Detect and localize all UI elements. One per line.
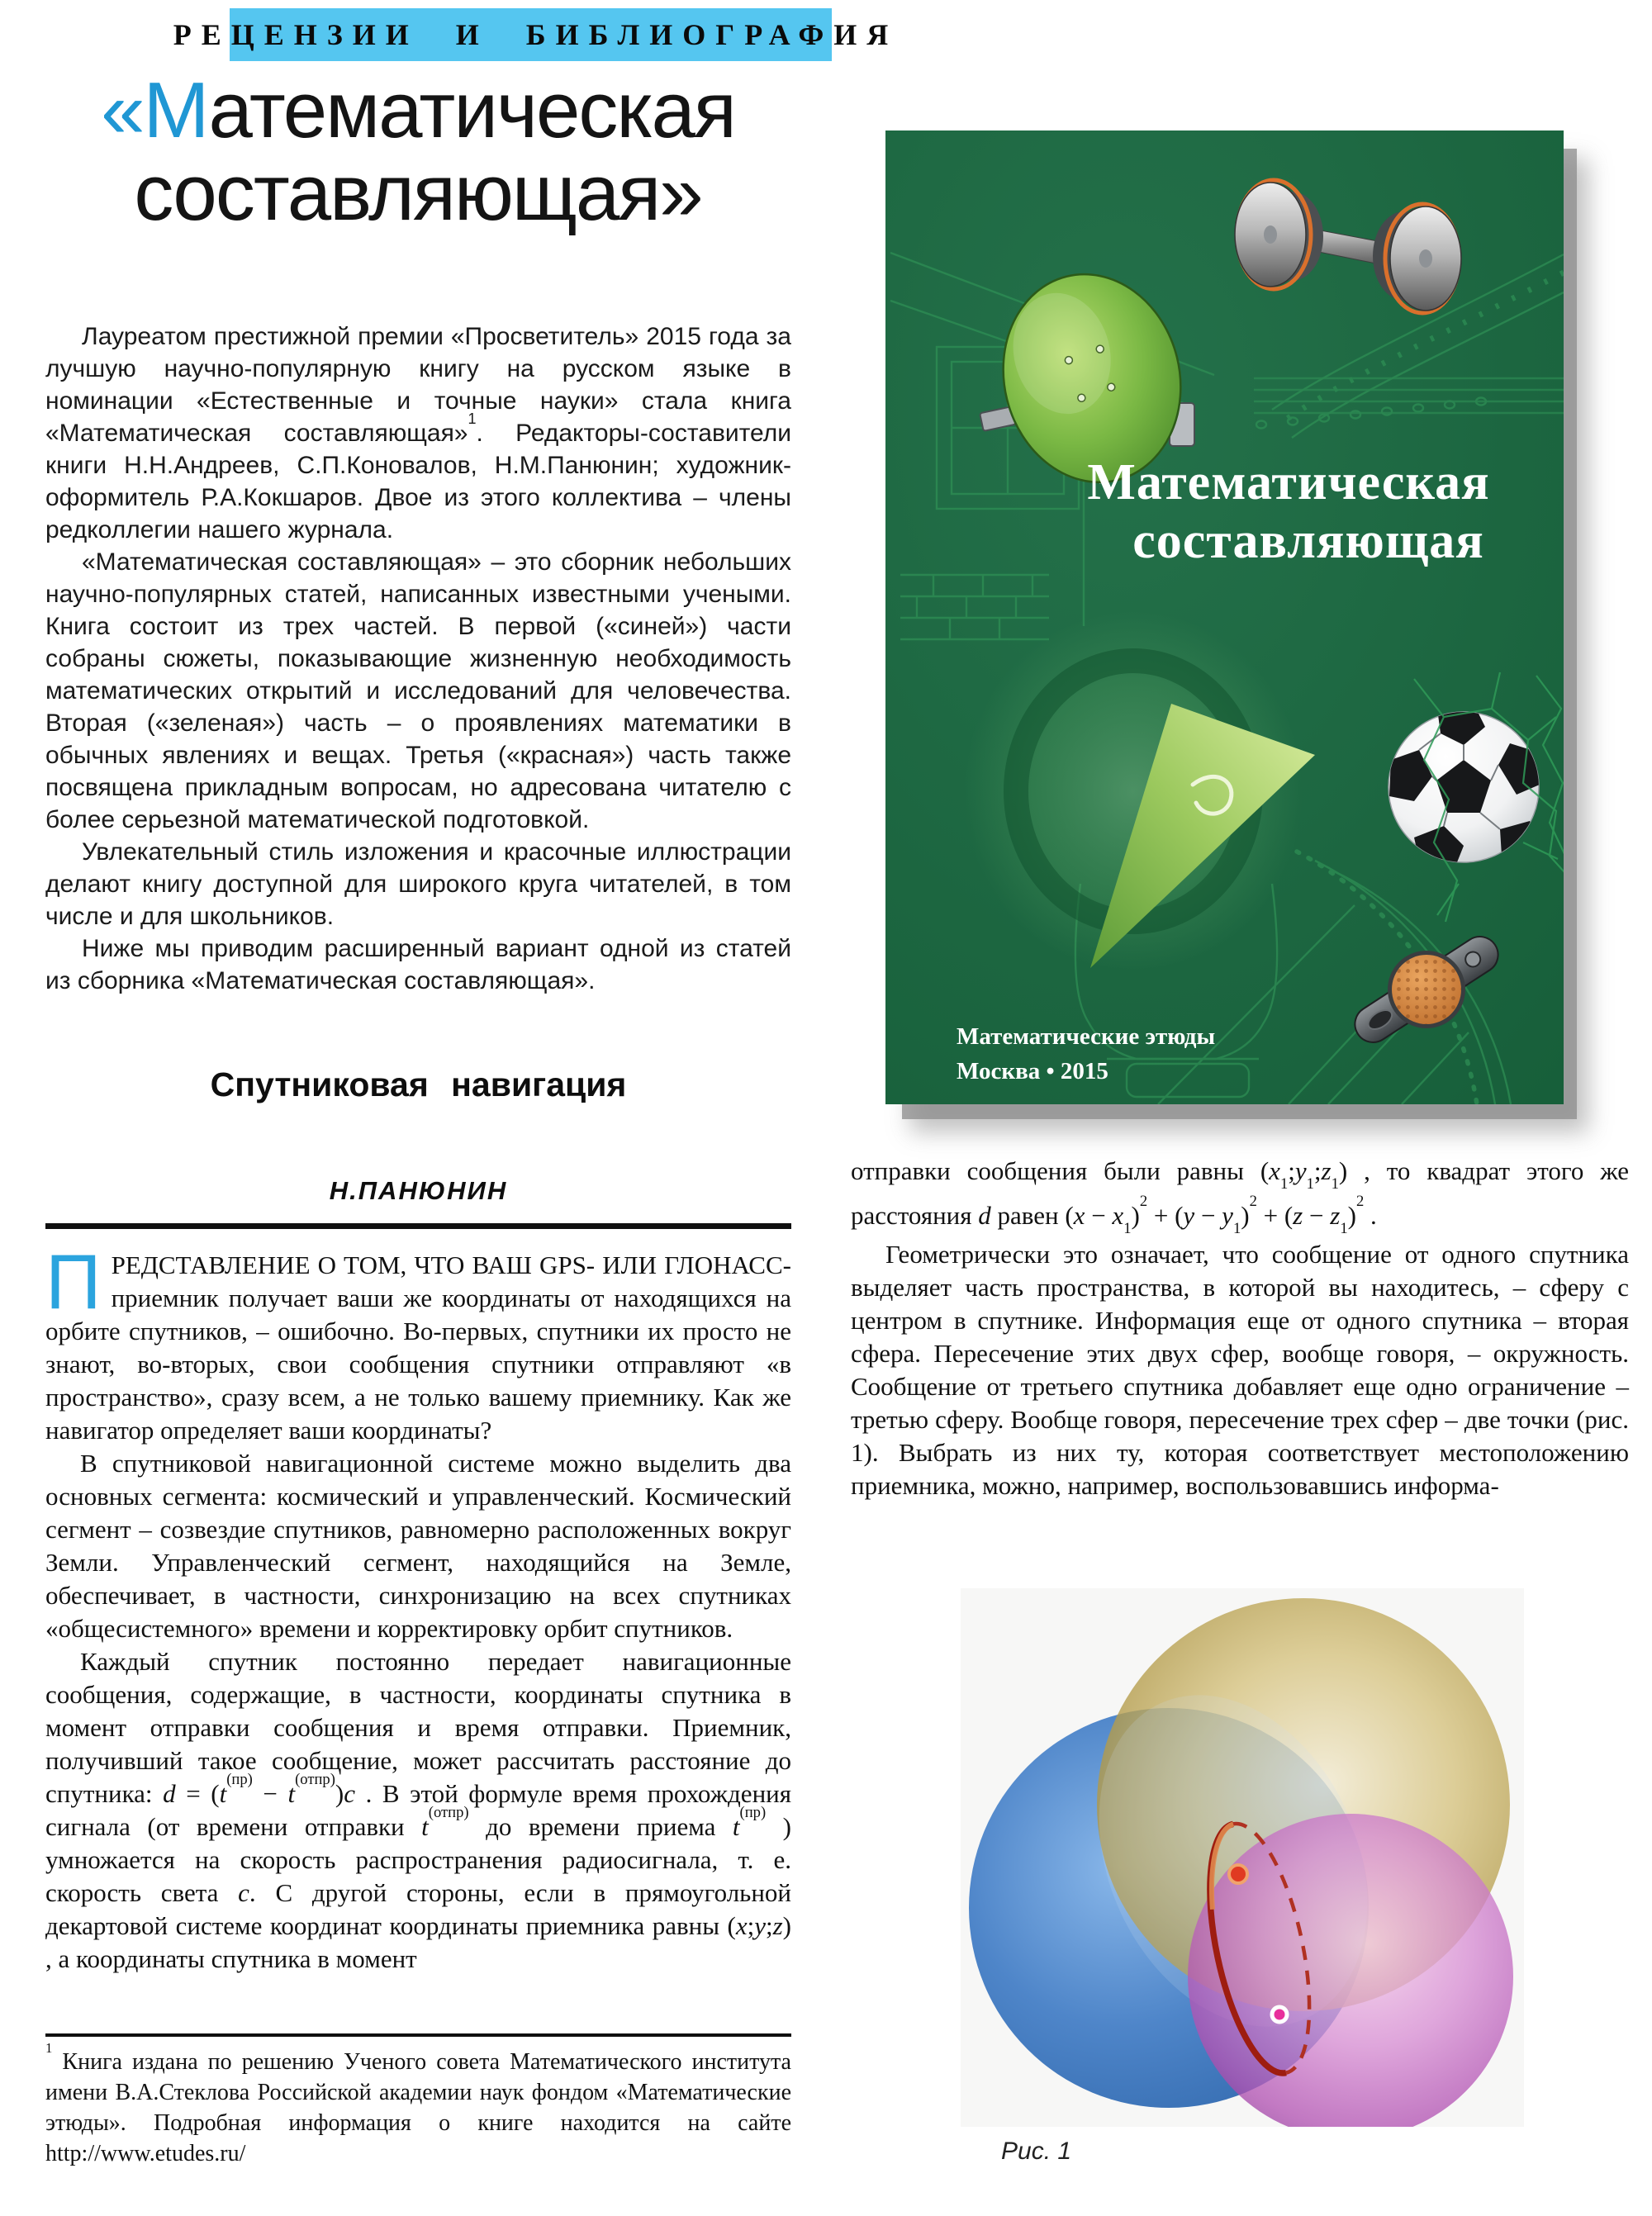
- footnote: $^1$ Книга издана по решению Ученого совета Математического института имени В.А.Стеклова Российской академии наук фондом «Математические этюды». Подробная информация о книге находится на сайте http://www.etudes.ru/: [45, 2040, 791, 2166]
- page-title-line2: составляющая»: [134, 149, 702, 237]
- magenta-sphere: [1188, 1814, 1513, 2127]
- intro-text: [45, 320, 791, 997]
- intro-paragraph: «Математическая составляющая» – это сборник небольших научно-популярных статей, написанных известными учеными. Книга состоит из трех частей. В первой («синей») части собраны сюжеты, показывающие жизненную необходимость математических открытий и исследований для человечества. Вторая («зеленая») часть – о проявлениях математики в обычных явлениях и вещах. Третья («красная») часть также посвящена прикладным вопросам, но адресована читателю с более серьезной математической подготовкой.: [45, 548, 791, 833]
- section-banner: [173, 8, 899, 61]
- article-left-column: [45, 1238, 792, 1976]
- cover-imprint-line2: Москва • 2015: [957, 1058, 1108, 1084]
- title-accent: «М: [101, 66, 209, 154]
- cover-title-line1: Математическая: [1087, 454, 1490, 510]
- solution-point-upper: [1229, 1865, 1247, 1883]
- figure-caption: Рис. 1: [1001, 2138, 1072, 2165]
- footnote-rule: [45, 2033, 791, 2037]
- spheres-illustration: [961, 1588, 1524, 2127]
- article-author: Н.ПАНЮНИН: [329, 1176, 508, 1205]
- article-paragraph: ПРЕДСТАВЛЕНИЕ О ТОМ, ЧТО ВАШ GPS- ИЛИ ГЛОНАСС-приемник получает ваши же координаты от находящихся на орбите спутников, – ошибочно. Во-первых, спутники их просто не знают, во-вторых, свои сообщения спутники отправляют «в пространство», сразу всем, а не только вашему приемнику. Как же навигатор определяет ваши координаты?: [45, 1238, 791, 1445]
- article-paragraph: В спутниковой навигационной системе можно выделить два основных сегмента: космический и управленческий. Космический сегмент – созвездие спутников, равномерно расположенных вокруг Земли. Управленческий сегмент, находящийся на Земле, обеспечивает, в частности, синхронизацию на всех спутниках «общесистемного» времени и корректировку орбит спутников.: [45, 1449, 791, 1643]
- article-paragraph: Каждый спутник постоянно передает навигационные сообщения, содержащие, в частности, координаты спутника в момент отправки сообщения и время отправки. Приемник, получивший такое сообщение, может рассчитать расстояние до спутника: $d = (t^{(пр)} - t^{(отпр)})c$ . В этой формуле время прохождения сигнала (от времени отправки $t^{(отпр)}$ до времени приема $t^{(пр)}$ ) умножается на скорость распространения радиосигнала, т. е. скорость света c. С другой стороны, если в прямоугольной декартовой системе координат координаты приемника равны (x;y;z) , а координаты спутника в момент: [45, 1647, 792, 1973]
- cover-title-line2: составляющая: [1132, 513, 1484, 569]
- cover-imprint-line1: Математические этюды: [957, 1023, 1216, 1050]
- article-heading: Спутниковая навигация: [210, 1065, 627, 1103]
- author-rule: [45, 1223, 791, 1229]
- intro-paragraph: Лауреатом престижной премии «Просветитель» 2015 года за лучшую научно-популярную книгу на русском языке в номинации «Естественные и точные науки» стала книга «Математическая составляющая»$^1$. Редакторы-составители книги Н.Н.Андреев, С.П.Коновалов, Н.М.Панюнин; художник-оформитель Р.А.Кокшаров. Двое из этого коллектива – члены редколлегии нашего журнала.: [45, 323, 791, 543]
- book-cover-illustration: [885, 130, 1564, 1104]
- page-title: [0, 66, 836, 237]
- dropcap-letter: П: [45, 1238, 102, 1325]
- article-paragraph: Геометрически это означает, что сообщение от одного спутника выделяет часть пространства, в которой вы находитесь, – сферу с центром в спутнике. Информация еще от одного спутника – вторая сфера. Пересечение этих двух сфер, вообще говоря, – окружность. Сообщение от третьего спутника добавляет еще одно ограничение – третью сферу. Вообще говоря, пересечение трех сфер – две точки (рис. 1). Выбрать из них ту, которая соответствует местоположению приемника, можно, например, воспользовавшись информа-: [851, 1240, 1629, 1500]
- page-title-line1: «Математическая: [101, 66, 735, 154]
- article-paragraph: отправки сообщения были равны $(x_1;y_1;z_1)$ , то квадрат этого же расстояния d равен $(x - x_1)^2 + (y - y_1)^2 + (z - z_1)^2$ .: [851, 1156, 1629, 1237]
- intro-paragraph: Ниже мы приводим расширенный вариант одной из статей из сборника «Математическая составляющая».: [45, 935, 791, 994]
- solution-point-lower: [1272, 2007, 1287, 2022]
- book-cover: [885, 130, 1564, 1104]
- banner-label: РЕЦЕНЗИИ И БИБЛИОГРАФИЯ: [173, 18, 899, 51]
- intro-paragraph: Увлекательный стиль изложения и красочные иллюстрации делают книгу доступной для широкого круга читателей, в том числе и для школьников.: [45, 838, 791, 930]
- figure-1: [961, 1588, 1524, 2127]
- article-right-column: [851, 1149, 1629, 1502]
